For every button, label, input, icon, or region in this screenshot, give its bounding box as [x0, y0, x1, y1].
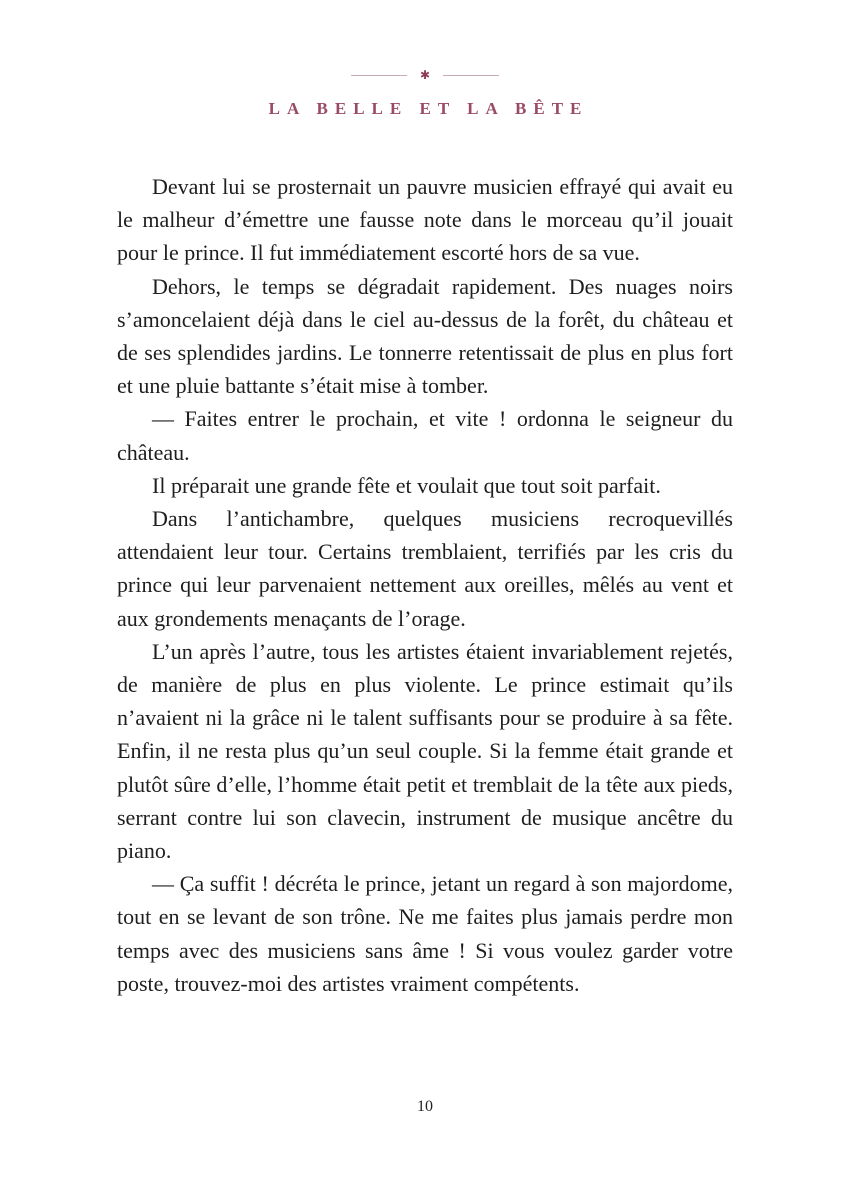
- ornament-star-icon: ✱: [419, 68, 431, 82]
- page-number: 10: [417, 1098, 433, 1115]
- paragraph: Dehors, le temps se dégradait rapidement. Des nuages noirs s’amoncelaient déjà dans le ciel au-dessus de la forêt, du château et de ses splendides jardins. Le tonnerre retentissait de plus en plus fort et une pluie battante s’était mise à tomber.: [117, 273, 733, 399]
- paragraph: Dans l’antichambre, quelques musiciens recroquevillés attendaient leur tour. Certains tremblaient, terrifiés par les cris du prince qui leur parvenaient nettement aux oreilles, mêlés au vent et aux grondements menaçants de l’orage.: [117, 506, 733, 631]
- ornament-rule-left: [351, 75, 407, 76]
- paragraph: — Faites entrer le prochain, et vite ! ordonna le seigneur du château.: [117, 406, 733, 465]
- paragraph: Devant lui se prosternait un pauvre musicien effrayé qui avait eu le malheur d’émettre une fausse note dans le morceau qu’il jouait pour le prince. Il fut immédiatement escorté hors de sa vue.: [117, 174, 733, 266]
- ornament-rule-right: [443, 75, 499, 76]
- running-title: LA BELLE ET LA BÊTE: [268, 99, 589, 118]
- paragraph: L’un après l’autre, tous les artistes étaient invariablement rejetés, de manière de plus en plus violente. Le prince estimait qu’ils n’avaient ni la grâce ni le talent suffisants pour se produire à sa fête. Enfin, il ne resta plus qu’un seul couple. Si la femme était grande et plutôt sûre d’elle, l’homme était petit et tremblait de la tête aux pieds, serrant contre lui son clavecin, instrument de musique ancêtre du piano.: [117, 638, 733, 864]
- body-text: [117, 170, 733, 1000]
- paragraph: — Ça suffit ! décréta le prince, jetant un regard à son majordome, tout en se levant de son trône. Ne me faites plus jamais perdre mon temps avec des musiciens sans âme ! Si vous voulez garder votre poste, trouvez-moi des artistes vraiment compétents.: [117, 871, 733, 996]
- header-ornament: [0, 68, 850, 82]
- paragraph: Il préparait une grande fête et voulait que tout soit parfait.: [152, 472, 661, 498]
- page-header: [0, 68, 850, 119]
